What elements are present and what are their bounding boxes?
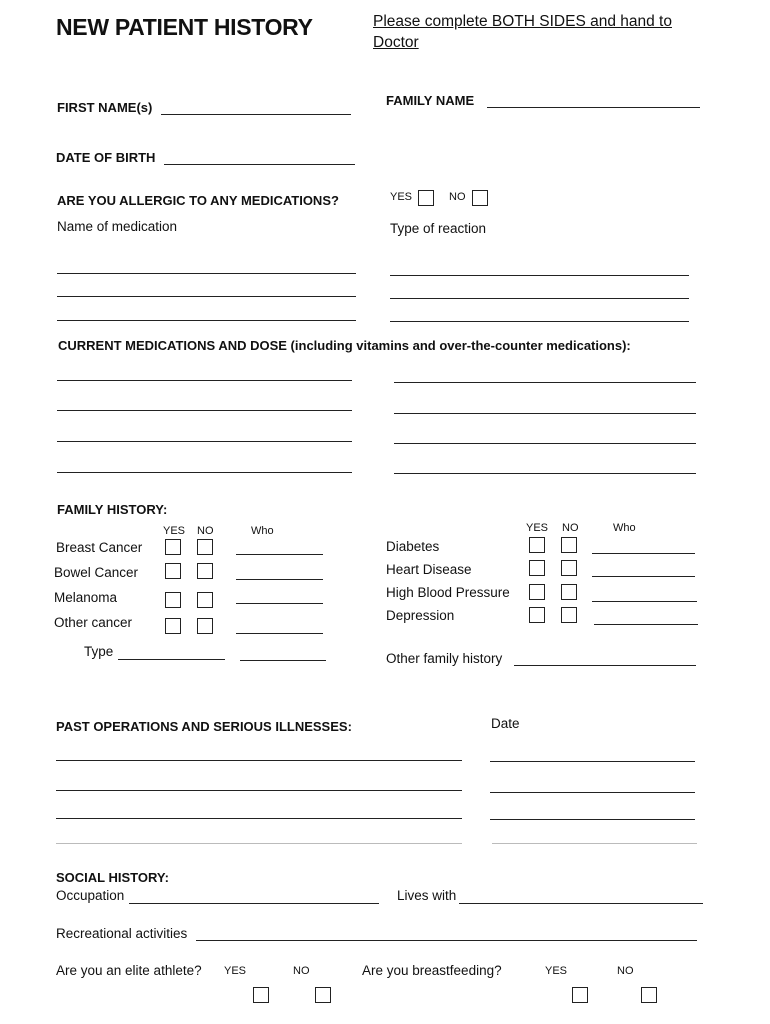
fh-right-who-header: Who [613, 522, 636, 534]
fh-diabetes-yes-checkbox[interactable] [529, 537, 545, 553]
allergy-question: ARE YOU ALLERGIC TO ANY MEDICATIONS? [57, 193, 339, 208]
reaction-type-label: Type of reaction [390, 221, 487, 236]
fh-high-blood-pressure-no-checkbox[interactable] [561, 584, 577, 600]
reaction-line[interactable] [390, 321, 689, 322]
athlete-yes-checkbox[interactable] [253, 987, 269, 1003]
first-name-field[interactable] [161, 114, 351, 115]
occupation-field[interactable] [129, 903, 379, 904]
past-op-date-line[interactable] [490, 819, 695, 820]
family-name-field[interactable] [487, 107, 700, 108]
current-med-line[interactable] [394, 413, 696, 414]
fh-breast-cancer-who-field[interactable] [236, 554, 323, 555]
past-op-date-line[interactable] [490, 761, 695, 762]
fh-other-label: Other family history [386, 651, 503, 666]
current-med-line[interactable] [57, 380, 352, 381]
fh-heart-disease-no-checkbox[interactable] [561, 560, 577, 576]
medication-line[interactable] [57, 273, 356, 274]
current-med-line[interactable] [394, 473, 696, 474]
recreational-label: Recreational activities [56, 926, 188, 941]
medication-line[interactable] [57, 296, 356, 297]
fh-breast-cancer-no-checkbox[interactable] [197, 539, 213, 555]
breastfeeding-question: Are you breastfeeding? [362, 963, 502, 978]
athlete-yes-label: YES [224, 965, 247, 977]
current-med-line[interactable] [57, 472, 352, 473]
fh-item-label: Depression [386, 608, 455, 623]
fh-diabetes-no-checkbox[interactable] [561, 537, 577, 553]
lives-with-field[interactable] [459, 903, 703, 904]
fh-type-field-2[interactable] [240, 660, 326, 661]
past-op-line[interactable] [56, 790, 462, 791]
lives-with-label: Lives with [397, 888, 457, 903]
fh-type-label: Type [84, 644, 114, 659]
fh-item-label: Heart Disease [386, 562, 472, 577]
fh-depression-who-field[interactable] [594, 624, 698, 625]
past-op-line[interactable] [56, 760, 462, 761]
fh-high-blood-pressure-who-field[interactable] [592, 601, 697, 602]
fh-breast-cancer-yes-checkbox[interactable] [165, 539, 181, 555]
fh-right-no-header: NO [562, 522, 579, 534]
breastfeeding-yes-label: YES [545, 965, 568, 977]
fh-other-cancer-yes-checkbox[interactable] [165, 618, 181, 634]
allergy-no-label: NO [449, 191, 466, 203]
past-op-date-line[interactable] [492, 843, 697, 844]
allergy-yes-checkbox[interactable] [418, 190, 434, 206]
fh-item-label: Other cancer [54, 615, 133, 630]
medication-name-label: Name of medication [57, 219, 178, 234]
allergy-yes-label: YES [390, 191, 413, 203]
breastfeeding-yes-checkbox[interactable] [572, 987, 588, 1003]
breastfeeding-no-label: NO [617, 965, 634, 977]
fh-melanoma-no-checkbox[interactable] [197, 592, 213, 608]
instructions-line-1: Please complete BOTH SIDES and hand to [373, 13, 672, 30]
fh-depression-yes-checkbox[interactable] [529, 607, 545, 623]
fh-bowel-cancer-no-checkbox[interactable] [197, 563, 213, 579]
fh-other-cancer-who-field[interactable] [236, 633, 323, 634]
current-meds-heading: CURRENT MEDICATIONS AND DOSE (including vitamins and over-the-counter medications): [58, 338, 631, 353]
past-op-date-line[interactable] [490, 792, 695, 793]
athlete-no-checkbox[interactable] [315, 987, 331, 1003]
fh-bowel-cancer-who-field[interactable] [236, 579, 323, 580]
dob-field[interactable] [164, 164, 355, 165]
current-med-line[interactable] [57, 410, 352, 411]
fh-item-label: Breast Cancer [56, 540, 143, 555]
fh-other-cancer-no-checkbox[interactable] [197, 618, 213, 634]
fh-melanoma-yes-checkbox[interactable] [165, 592, 181, 608]
reaction-line[interactable] [390, 298, 689, 299]
past-ops-heading: PAST OPERATIONS AND SERIOUS ILLNESSES: [56, 719, 352, 734]
fh-diabetes-who-field[interactable] [592, 553, 695, 554]
social-history-heading: SOCIAL HISTORY: [56, 870, 169, 885]
athlete-question: Are you an elite athlete? [56, 963, 202, 978]
fh-left-yes-header: YES [163, 525, 186, 537]
fh-depression-no-checkbox[interactable] [561, 607, 577, 623]
current-med-line[interactable] [394, 443, 696, 444]
fh-bowel-cancer-yes-checkbox[interactable] [165, 563, 181, 579]
fh-left-who-header: Who [251, 525, 274, 537]
fh-item-label: High Blood Pressure [386, 585, 510, 600]
past-op-line[interactable] [56, 843, 462, 844]
fh-high-blood-pressure-yes-checkbox[interactable] [529, 584, 545, 600]
past-ops-date-label: Date [491, 716, 520, 731]
allergy-no-checkbox[interactable] [472, 190, 488, 206]
fh-heart-disease-who-field[interactable] [592, 576, 695, 577]
fh-item-label: Bowel Cancer [54, 565, 139, 580]
family-history-heading: FAMILY HISTORY: [57, 502, 168, 517]
breastfeeding-no-checkbox[interactable] [641, 987, 657, 1003]
recreational-field[interactable] [196, 940, 697, 941]
medication-line[interactable] [57, 320, 356, 321]
fh-left-no-header: NO [197, 525, 214, 537]
current-med-line[interactable] [394, 382, 696, 383]
fh-item-label: Diabetes [386, 539, 440, 554]
fh-type-field[interactable] [118, 659, 225, 660]
reaction-line[interactable] [390, 275, 689, 276]
fh-heart-disease-yes-checkbox[interactable] [529, 560, 545, 576]
instructions-line-2: Doctor [373, 34, 419, 51]
fh-right-yes-header: YES [526, 522, 549, 534]
dob-label: DATE OF BIRTH [56, 150, 156, 165]
occupation-label: Occupation [56, 888, 125, 903]
fh-item-label: Melanoma [54, 590, 118, 605]
first-name-label: FIRST NAME(s) [57, 100, 153, 115]
current-med-line[interactable] [57, 441, 352, 442]
fh-other-field[interactable] [514, 665, 696, 666]
page-title: NEW PATIENT HISTORY [56, 14, 313, 40]
fh-melanoma-who-field[interactable] [236, 603, 323, 604]
instructions [373, 11, 703, 53]
athlete-no-label: NO [293, 965, 310, 977]
family-name-label: FAMILY NAME [386, 93, 475, 108]
past-op-line[interactable] [56, 818, 462, 819]
